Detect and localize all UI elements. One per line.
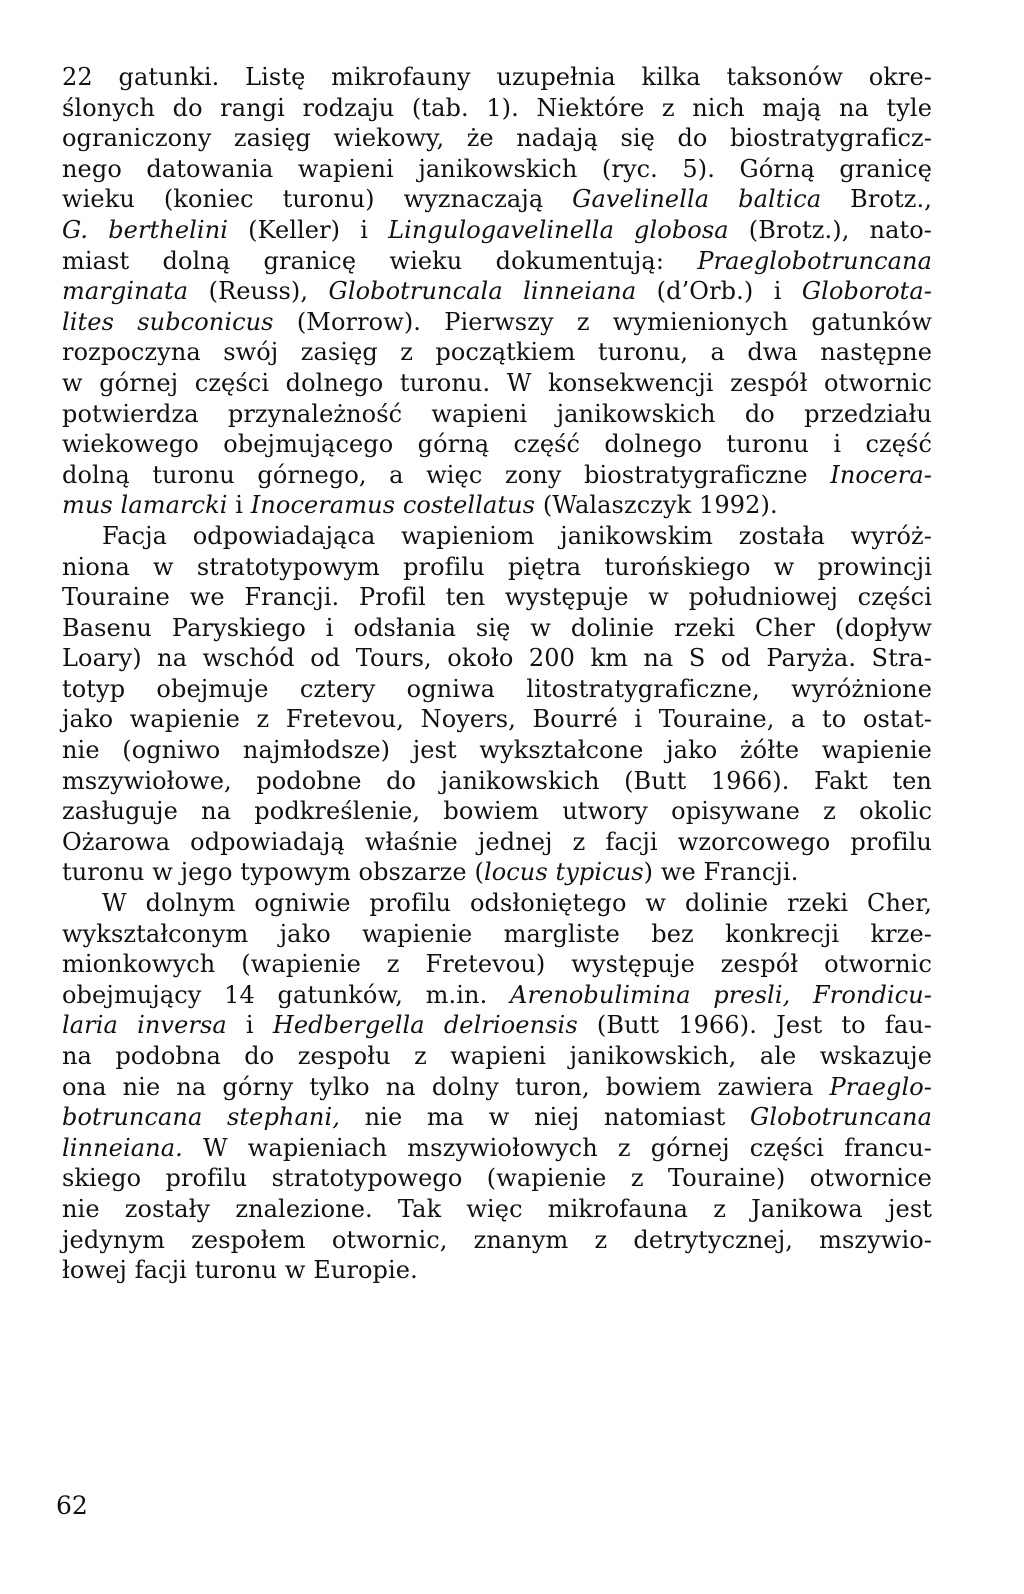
italic-text-span: Praeglo- (829, 1072, 932, 1101)
text-line (62, 1041, 932, 1072)
text-line (62, 154, 932, 185)
text-line (62, 827, 932, 858)
text-line (62, 704, 932, 735)
text-span: i (227, 491, 251, 520)
text-span: wiekowego obejmującego górną część dolnego turonu i część (62, 430, 932, 459)
text-line (62, 796, 932, 827)
italic-text-span: laria inversa (62, 1011, 227, 1040)
text-line (62, 337, 932, 368)
text-span: ) we Francji. (643, 858, 799, 887)
document-body (62, 62, 932, 1286)
text-span: rozpoczyna swój zasięg z początkiem turonu, a dwa następne (62, 338, 932, 367)
text-span: obejmujący 14 gatunków, m.in. (62, 980, 511, 1009)
text-span: ślonych do rangi rodzaju (tab. 1). Niektóre z nich mają na tyle (62, 93, 932, 122)
text-line (62, 766, 932, 797)
text-span: potwierdza przynależność wapieni janikowskich do przedziału (62, 399, 932, 428)
text-span: jako wapienie z Fretevou, Noyers, Bourré i Touraine, a to ostat- (62, 705, 932, 734)
text-span: Loary) na wschód od Tours, około 200 km na S od Paryża. Stra- (62, 644, 932, 673)
italic-text-span: lites subconicus (62, 307, 274, 336)
italic-text-span: Inocera- (830, 460, 932, 489)
text-span: ona nie na górny tylko na dolny turon, bowiem zawiera (62, 1072, 830, 1101)
text-span: nie ma w niej natomiast (339, 1103, 751, 1132)
text-line (62, 613, 932, 644)
text-span: w górnej części dolnego turonu. W konsekwencji zespół otwornic (62, 368, 932, 397)
italic-text-span: marginata (62, 277, 189, 306)
text-span: Basenu Paryskiego i odsłania się w dolinie rzeki Cher (dopływ (62, 613, 932, 642)
text-span: 22 gatunki. Listę mikrofauny uzupełnia kilka taksonów okre- (62, 63, 932, 91)
text-line (62, 62, 932, 93)
text-span: Facja odpowiadająca wapieniom janikowskim została wyróż- (102, 521, 932, 550)
text-span: W dolnym ogniwie profilu odsłoniętego w dolinie rzeki Cher, (102, 889, 932, 918)
text-span: (Keller) i (228, 215, 389, 244)
page-number: 62 (56, 1491, 88, 1520)
text-line (62, 888, 932, 919)
text-span: wieku (koniec turonu) wyznaczają (62, 185, 573, 214)
text-span: wykształconym jako wapienie margliste bez konkrecji krze- (62, 919, 932, 948)
text-span: (Morrow). Pierwszy z wymienionych gatunków (273, 307, 932, 336)
text-span: (Reuss), (188, 277, 329, 306)
text-span: mszywiołowe, podobne do janikowskich (Butt 1966). Fakt ten (62, 766, 932, 795)
text-line (62, 949, 932, 980)
text-line (62, 674, 932, 705)
paragraph (62, 888, 932, 1286)
text-line (62, 735, 932, 766)
text-line (62, 215, 932, 246)
text-line (62, 184, 932, 215)
italic-text-span: Lingulogavelinella globosa (388, 215, 729, 244)
text-span: (d’Orb.) i (636, 277, 802, 306)
text-span: łowej facji turonu w Europie. (62, 1256, 418, 1285)
text-line (62, 368, 932, 399)
text-line (62, 1225, 932, 1256)
italic-text-span: Gavelinella baltica (572, 185, 822, 214)
text-line (62, 1010, 932, 1041)
text-line (62, 980, 932, 1011)
text-line (62, 246, 932, 277)
text-line (62, 1072, 932, 1103)
text-line (62, 643, 932, 674)
italic-text-span: Hedbergella delrioensis (272, 1011, 578, 1040)
text-span: turonu w jego typowym obszarze ( (62, 858, 484, 887)
text-span: Touraine we Francji. Profil ten występuje w południowej części (62, 583, 932, 612)
text-span: nie (ogniwo najmłodsze) jest wykształcone jako żółte wapienie (62, 736, 932, 765)
text-line (62, 1102, 932, 1133)
text-span: i (226, 1011, 273, 1040)
text-span: na podobna do zespołu z wapieni janikowskich, ale wskazuje (62, 1042, 932, 1070)
italic-text-span: locus typicus (483, 858, 644, 887)
text-span: zasługuje na podkreślenie, bowiem utwory opisywane z okolic (62, 797, 932, 826)
text-span: nie zostały znalezione. Tak więc mikrofauna z Janikowa jest (62, 1194, 932, 1223)
text-line (62, 307, 932, 338)
text-span: (Brotz.), nato- (728, 215, 932, 244)
text-span: niona w stratotypowym profilu piętra turońskiego w prowincji (62, 552, 932, 581)
text-span: Brotz., (821, 185, 932, 214)
text-line (62, 123, 932, 154)
italic-text-span: mus lamarcki (62, 491, 228, 520)
text-line (62, 399, 932, 430)
text-span: ograniczony zasięg wiekowy, że nadają się do biostratygraficz- (62, 124, 932, 153)
italic-text-span: linneiana. (62, 1133, 183, 1162)
text-span: mionkowych (wapienie z Fretevou) występuje zespół otwornic (62, 950, 932, 979)
italic-text-span: Globorota- (801, 277, 932, 306)
text-line (62, 1163, 932, 1194)
text-line (62, 1133, 932, 1164)
text-line (62, 1255, 932, 1286)
italic-text-span: G. berthelini (62, 215, 229, 244)
text-line (62, 93, 932, 124)
text-line (62, 552, 932, 583)
italic-text-span: botruncana stephani, (62, 1103, 340, 1132)
italic-text-span: Arenobulimina presli, Frondicu- (510, 980, 932, 1009)
paragraph (62, 62, 932, 521)
italic-text-span: Globotruncana (750, 1103, 933, 1132)
text-span: jedynym zespołem otwornic, znanym z detrytycznej, mszywio- (62, 1225, 932, 1254)
text-line (62, 276, 932, 307)
text-line (62, 521, 932, 552)
italic-text-span: Inoceramus costellatus (250, 491, 536, 520)
paragraph (62, 521, 932, 888)
text-span: W wapieniach mszywiołowych z górnej części francu- (182, 1133, 932, 1162)
text-line (62, 460, 932, 491)
text-line (62, 919, 932, 950)
text-span: (Walaszczyk 1992). (535, 491, 778, 520)
text-line (62, 1194, 932, 1225)
italic-text-span: Globotruncala linneiana (328, 277, 637, 306)
text-line (62, 429, 932, 460)
text-span: nego datowania wapieni janikowskich (ryc. 5). Górną granicę (62, 154, 932, 183)
text-span: Ożarowa odpowiadają właśnie jednej z facji wzorcowego profilu (62, 827, 932, 856)
text-line (62, 490, 932, 521)
text-span: miast dolną granicę wieku dokumentują: (62, 246, 698, 275)
text-line (62, 857, 932, 888)
text-span: dolną turonu górnego, a więc zony biostratygraficzne (62, 460, 831, 489)
text-line (62, 582, 932, 613)
text-span: skiego profilu stratotypowego (wapienie z Touraine) otwornice (62, 1164, 932, 1193)
text-span: (Butt 1966). Jest to fau- (577, 1011, 933, 1040)
italic-text-span: Praeglobotruncana (697, 246, 932, 275)
text-span: totyp obejmuje cztery ogniwa litostratygraficzne, wyróżnione (62, 674, 932, 703)
